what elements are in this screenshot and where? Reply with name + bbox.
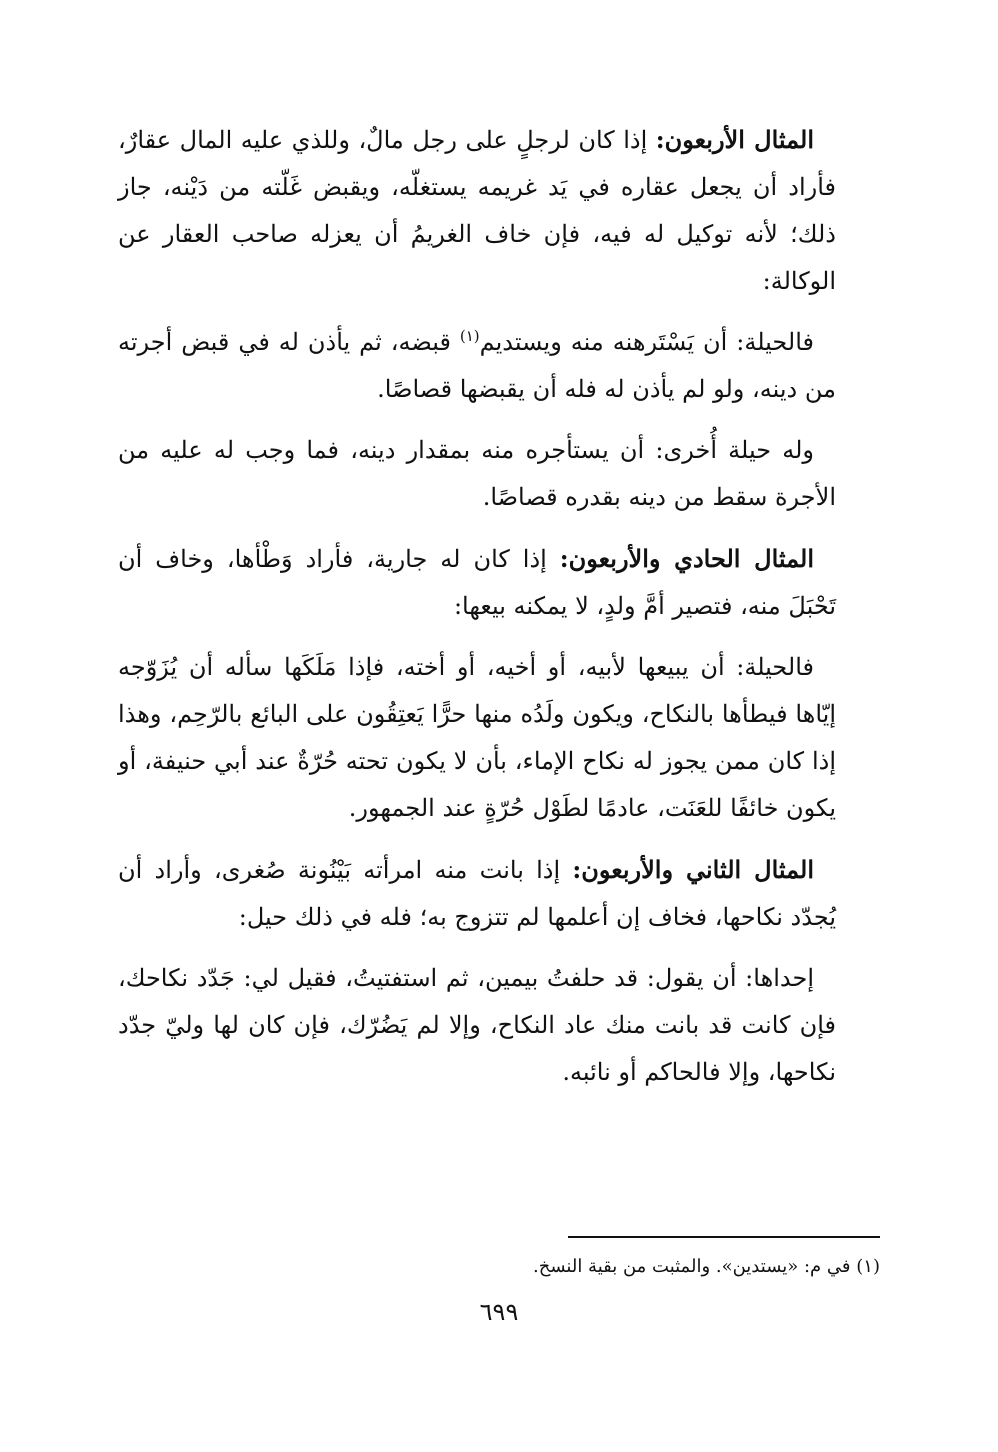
paragraph-text: وله حيلة أُخرى: أن يستأجره منه بمقدار دينه، فما وجب له عليه من الأجرة سقط من دينه بقدره قصاصًا. — [118, 436, 836, 511]
example-heading: المثال الثاني والأربعون: — [572, 855, 815, 884]
paragraph-example-40 — [118, 116, 836, 305]
paragraph-trick-4 — [118, 955, 836, 1096]
paragraph-text: إذا بانت منه امرأته بَيْنُونة صُغرى، وأراد أن يُجدّد نكاحها، فخاف إن أعلمها لم تتزوج به؛ فله في ذلك حيل: — [118, 856, 836, 931]
footnote — [300, 1252, 880, 1282]
paragraph-example-41 — [118, 535, 836, 630]
footnote-text: في م: «يستدين». والمثبت من بقية النسخ. — [533, 1256, 851, 1277]
main-text — [118, 116, 836, 1110]
example-heading: المثال الحادي والأربعون: — [559, 544, 814, 573]
paragraph-trick-3 — [118, 644, 836, 832]
footnote-divider — [568, 1236, 880, 1238]
paragraph-text: إذا كان له جارية، فأراد وَطْأها، وخاف أن تَحْبَلَ منه، فتصير أمَّ ولدٍ، لا يمكنه بيعها: — [118, 545, 836, 620]
paragraph-text: فالحيلة: أن يبيعها لأبيه، أو أخيه، أو أخته، فإذا مَلَكَها سأله أن يُزَوّجه إيّاها فيطأها بالنكاح، ويكون ولَدُه منها حرًّا يَعتِقُون على البائع بالرّحِم، وهذا إذا كان ممن يجوز له نكاح الإماء، بأن لا يكون تحته حُرّةٌ عند أبي حنيفة، أو يكون خائفًا للعَنَت، عادمًا لطَوْل حُرّةٍ عند الجمهور. — [118, 653, 836, 822]
paragraph-text: إذا كان لرجلٍ على رجل مالٌ، وللذي عليه المال عقارٌ، فأراد أن يجعل عقاره في يَد غريمه يستغلّه، ويقبض غَلّته من دَيْنه، جاز ذلك؛ لأنه توكيل له فيه، فإن خاف الغريمُ أن يعزله صاحب العقار عن الوكالة: — [118, 126, 836, 295]
paragraph-example-42 — [118, 846, 836, 941]
paragraph-trick-1 — [118, 319, 836, 413]
footnote-number: (١) — [856, 1256, 880, 1277]
example-heading: المثال الأربعون: — [655, 125, 814, 154]
paragraph-text: إحداها: أن يقول: قد حلفتُ بيمين، ثم استفتيتُ، فقيل لي: جَدّد نكاحك، فإن كانت قد بانت منك عاد النكاح، وإلا لم يَضُرّك، فإن كان لها وليّ جدّد نكاحها، وإلا فالحاكم أو نائبه. — [118, 964, 836, 1086]
footnote-reference: (١) — [459, 327, 480, 345]
paragraph-trick-2 — [118, 427, 836, 521]
paragraph-text: قبضه، ثم يأذن له في قبض أجرته من دينه، ولو لم يأذن له فله أن يقبضها قصاصًا. — [118, 328, 836, 403]
paragraph-text: فالحيلة: أن يَسْتَرهنه منه ويستديم — [479, 328, 814, 356]
page-number: ٦٩٩ — [479, 1298, 519, 1326]
